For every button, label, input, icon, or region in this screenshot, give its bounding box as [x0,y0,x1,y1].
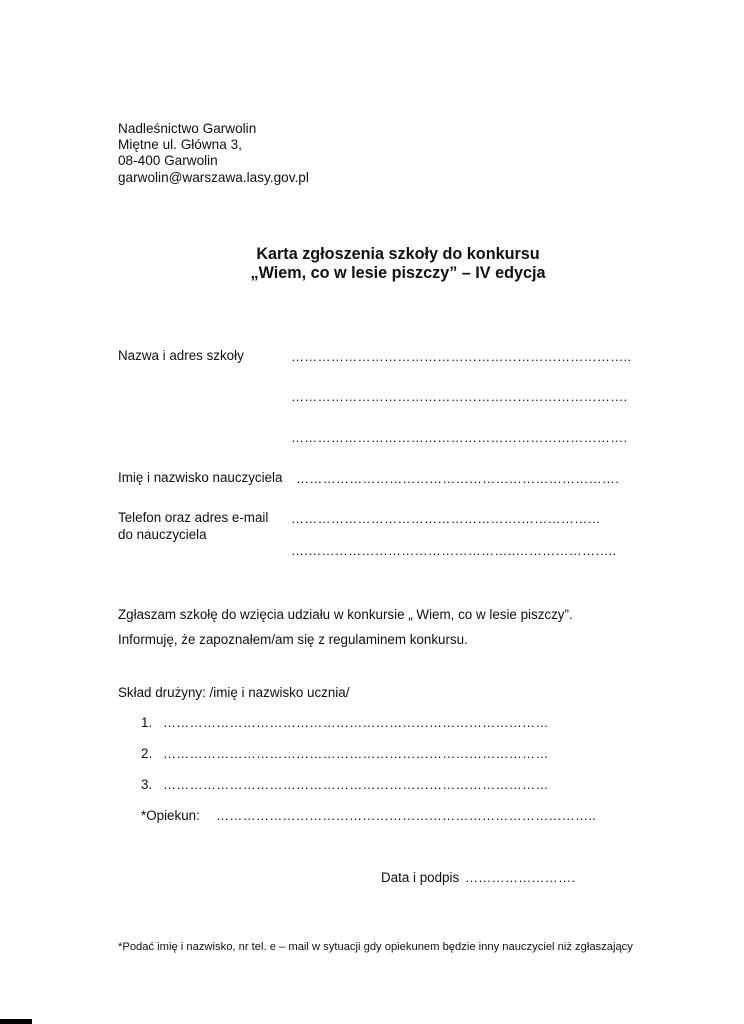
sender-email: garwolin@warszawa.lasy.gov.pl [118,169,309,185]
footnote: *Podać imię i nazwisko, nr tel. e – mail w sytuacji gdy opiekunem będzie inny nauczyciel niż zgłaszający [118,941,633,953]
sender-street: Miętne ul. Główna 3, [118,137,242,153]
team-item-field-3[interactable]: …………………………………………………………………………… [163,777,549,792]
sender-name: Nadleśnictwo Garwolin [118,121,257,136]
declaration-line2: Informuję, że zapoznałem/am się z regulaminem konkursu. [118,632,468,647]
guardian-label: *Opiekun: [141,808,200,823]
team-item-field-2[interactable]: …………………………………………………………………………… [163,746,549,761]
team-heading: Skład drużyny: /imię i nazwisko ucznia/ [118,685,350,700]
guardian-field[interactable]: ………………………………………………………………………….. [216,808,596,823]
signature-field[interactable]: ……………………. [465,870,576,885]
school-address-field-2[interactable]: …………………………………………………………………. [291,430,628,445]
teacher-name-label: Imię i nazwisko nauczyciela [118,470,283,485]
teacher-name-field[interactable]: ………………………………………………………………. [296,471,620,486]
team-item-number-2: 2. [141,746,153,761]
form-title-line2: „Wiem, co w lesie piszczy” – IV edycja [250,264,546,282]
sender-address [118,121,309,186]
school-name-field[interactable]: ………………………………………………………………….. [291,349,632,364]
teacher-email-field[interactable]: ….………………………………………..………………….. [291,543,617,558]
contact-label-line2: do nauczyciela [118,527,207,542]
teacher-phone-field[interactable]: …………………………………………….……………… [291,511,601,526]
form-title-line1: Karta zgłoszenia szkoły do konkursu [256,245,540,263]
page-corner-mark [0,1019,32,1024]
team-item-number-1: 1. [141,715,153,730]
team-item-number-3: 3. [141,777,153,792]
signature-label: Data i podpis [381,870,460,885]
declaration-line1: Zgłaszam szkołę do wzięcia udziału w konkursie „ Wiem, co w lesie piszczy”. [118,607,573,622]
school-name-label: Nazwa i adres szkoły [118,348,244,363]
team-item-field-1[interactable]: …………………………………………………………………………… [163,715,549,730]
sender-postal: 08-400 Garwolin [118,153,218,169]
contact-label-line1: Telefon oraz adres e-mail [118,510,269,525]
school-address-field-1[interactable]: …………………………………………………………………. [291,389,628,404]
